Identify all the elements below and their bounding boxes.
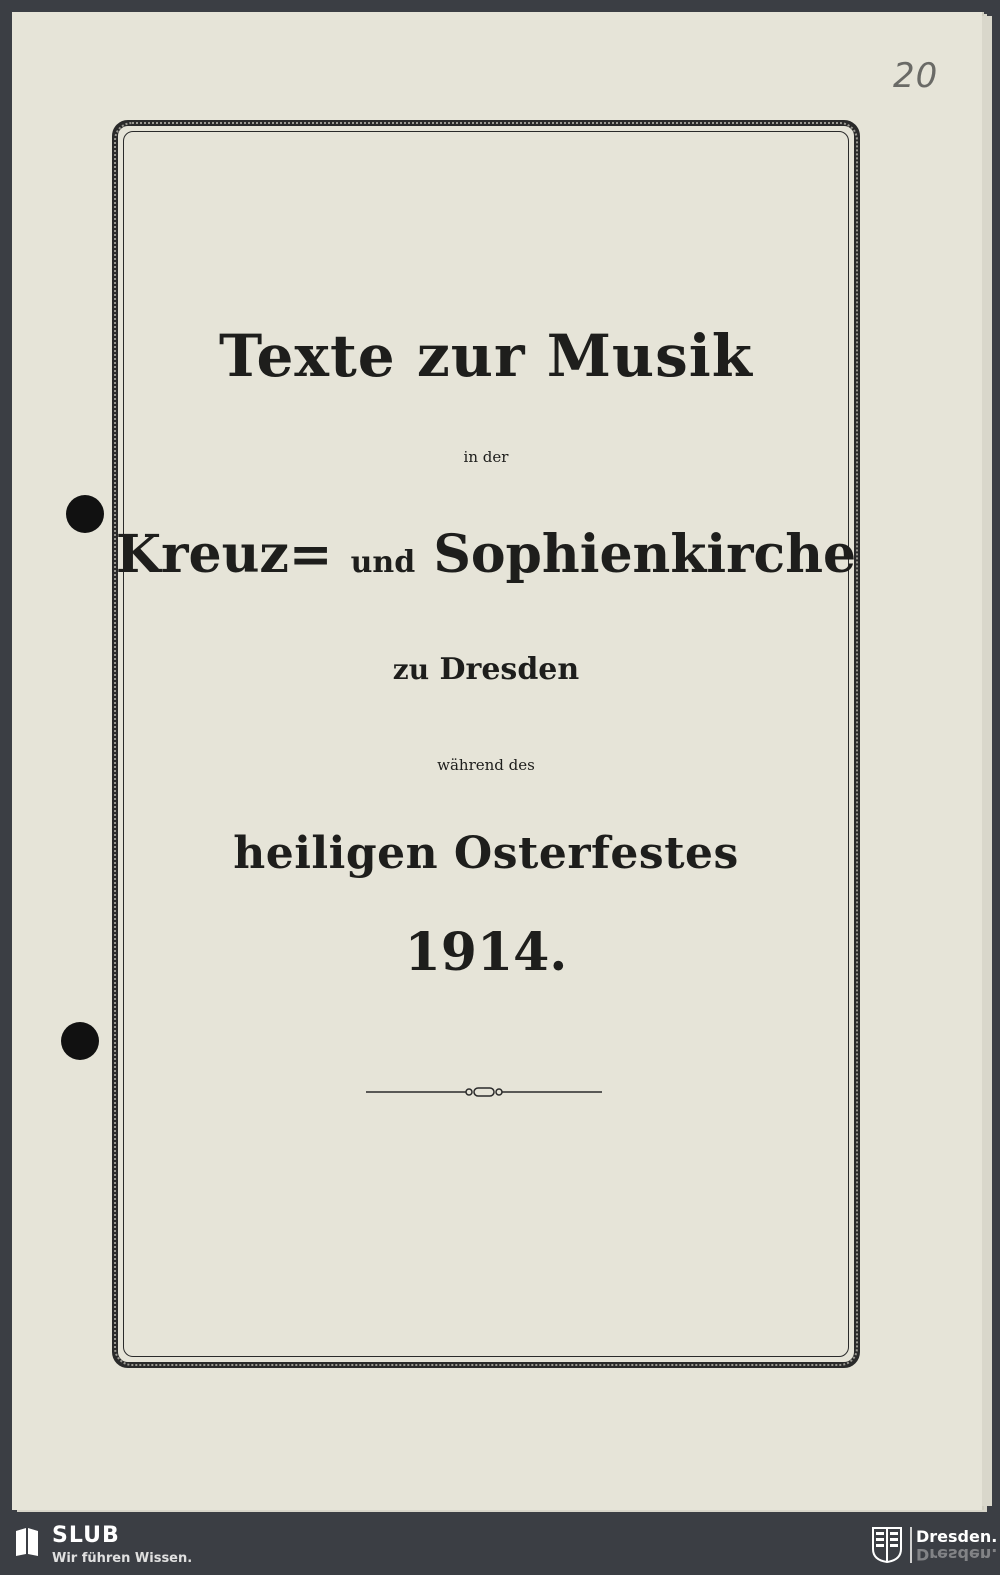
library-name[interactable]: SLUB bbox=[52, 1523, 120, 1548]
frame-dotted-border bbox=[114, 122, 858, 1366]
location-city: Dresden bbox=[439, 652, 580, 687]
location-line bbox=[112, 652, 860, 687]
ornament-divider-icon bbox=[366, 1085, 602, 1099]
city-brand-reflection: Dresden. bbox=[916, 1545, 998, 1564]
church-name-kreuz: Kreuz= bbox=[115, 524, 333, 585]
page-number: 20 bbox=[893, 56, 939, 96]
location-zu: zu bbox=[392, 653, 430, 686]
punch-hole bbox=[61, 1022, 99, 1060]
punch-hole bbox=[66, 495, 104, 533]
year: 1914. bbox=[404, 922, 568, 983]
decorative-frame bbox=[112, 120, 860, 1368]
church-name-und: und bbox=[350, 545, 416, 580]
church-name-sophien: Sophienkirche bbox=[433, 524, 857, 585]
footer-separator bbox=[910, 1527, 912, 1563]
city-brand[interactable]: Dresden. bbox=[916, 1527, 998, 1546]
subtitle-waehrend-des: während des bbox=[437, 756, 535, 774]
viewer-footer-bar bbox=[0, 1519, 1000, 1575]
sheet-edge bbox=[982, 16, 992, 1506]
church-names bbox=[112, 524, 860, 585]
feast-title: heiligen Osterfestes bbox=[233, 828, 739, 879]
dresden-crest-icon bbox=[872, 1527, 902, 1563]
slub-book-icon bbox=[14, 1527, 40, 1557]
subtitle-in-der: in der bbox=[463, 448, 509, 466]
main-title: Texte zur Musik bbox=[219, 322, 753, 390]
library-tagline: Wir führen Wissen. bbox=[52, 1551, 193, 1566]
